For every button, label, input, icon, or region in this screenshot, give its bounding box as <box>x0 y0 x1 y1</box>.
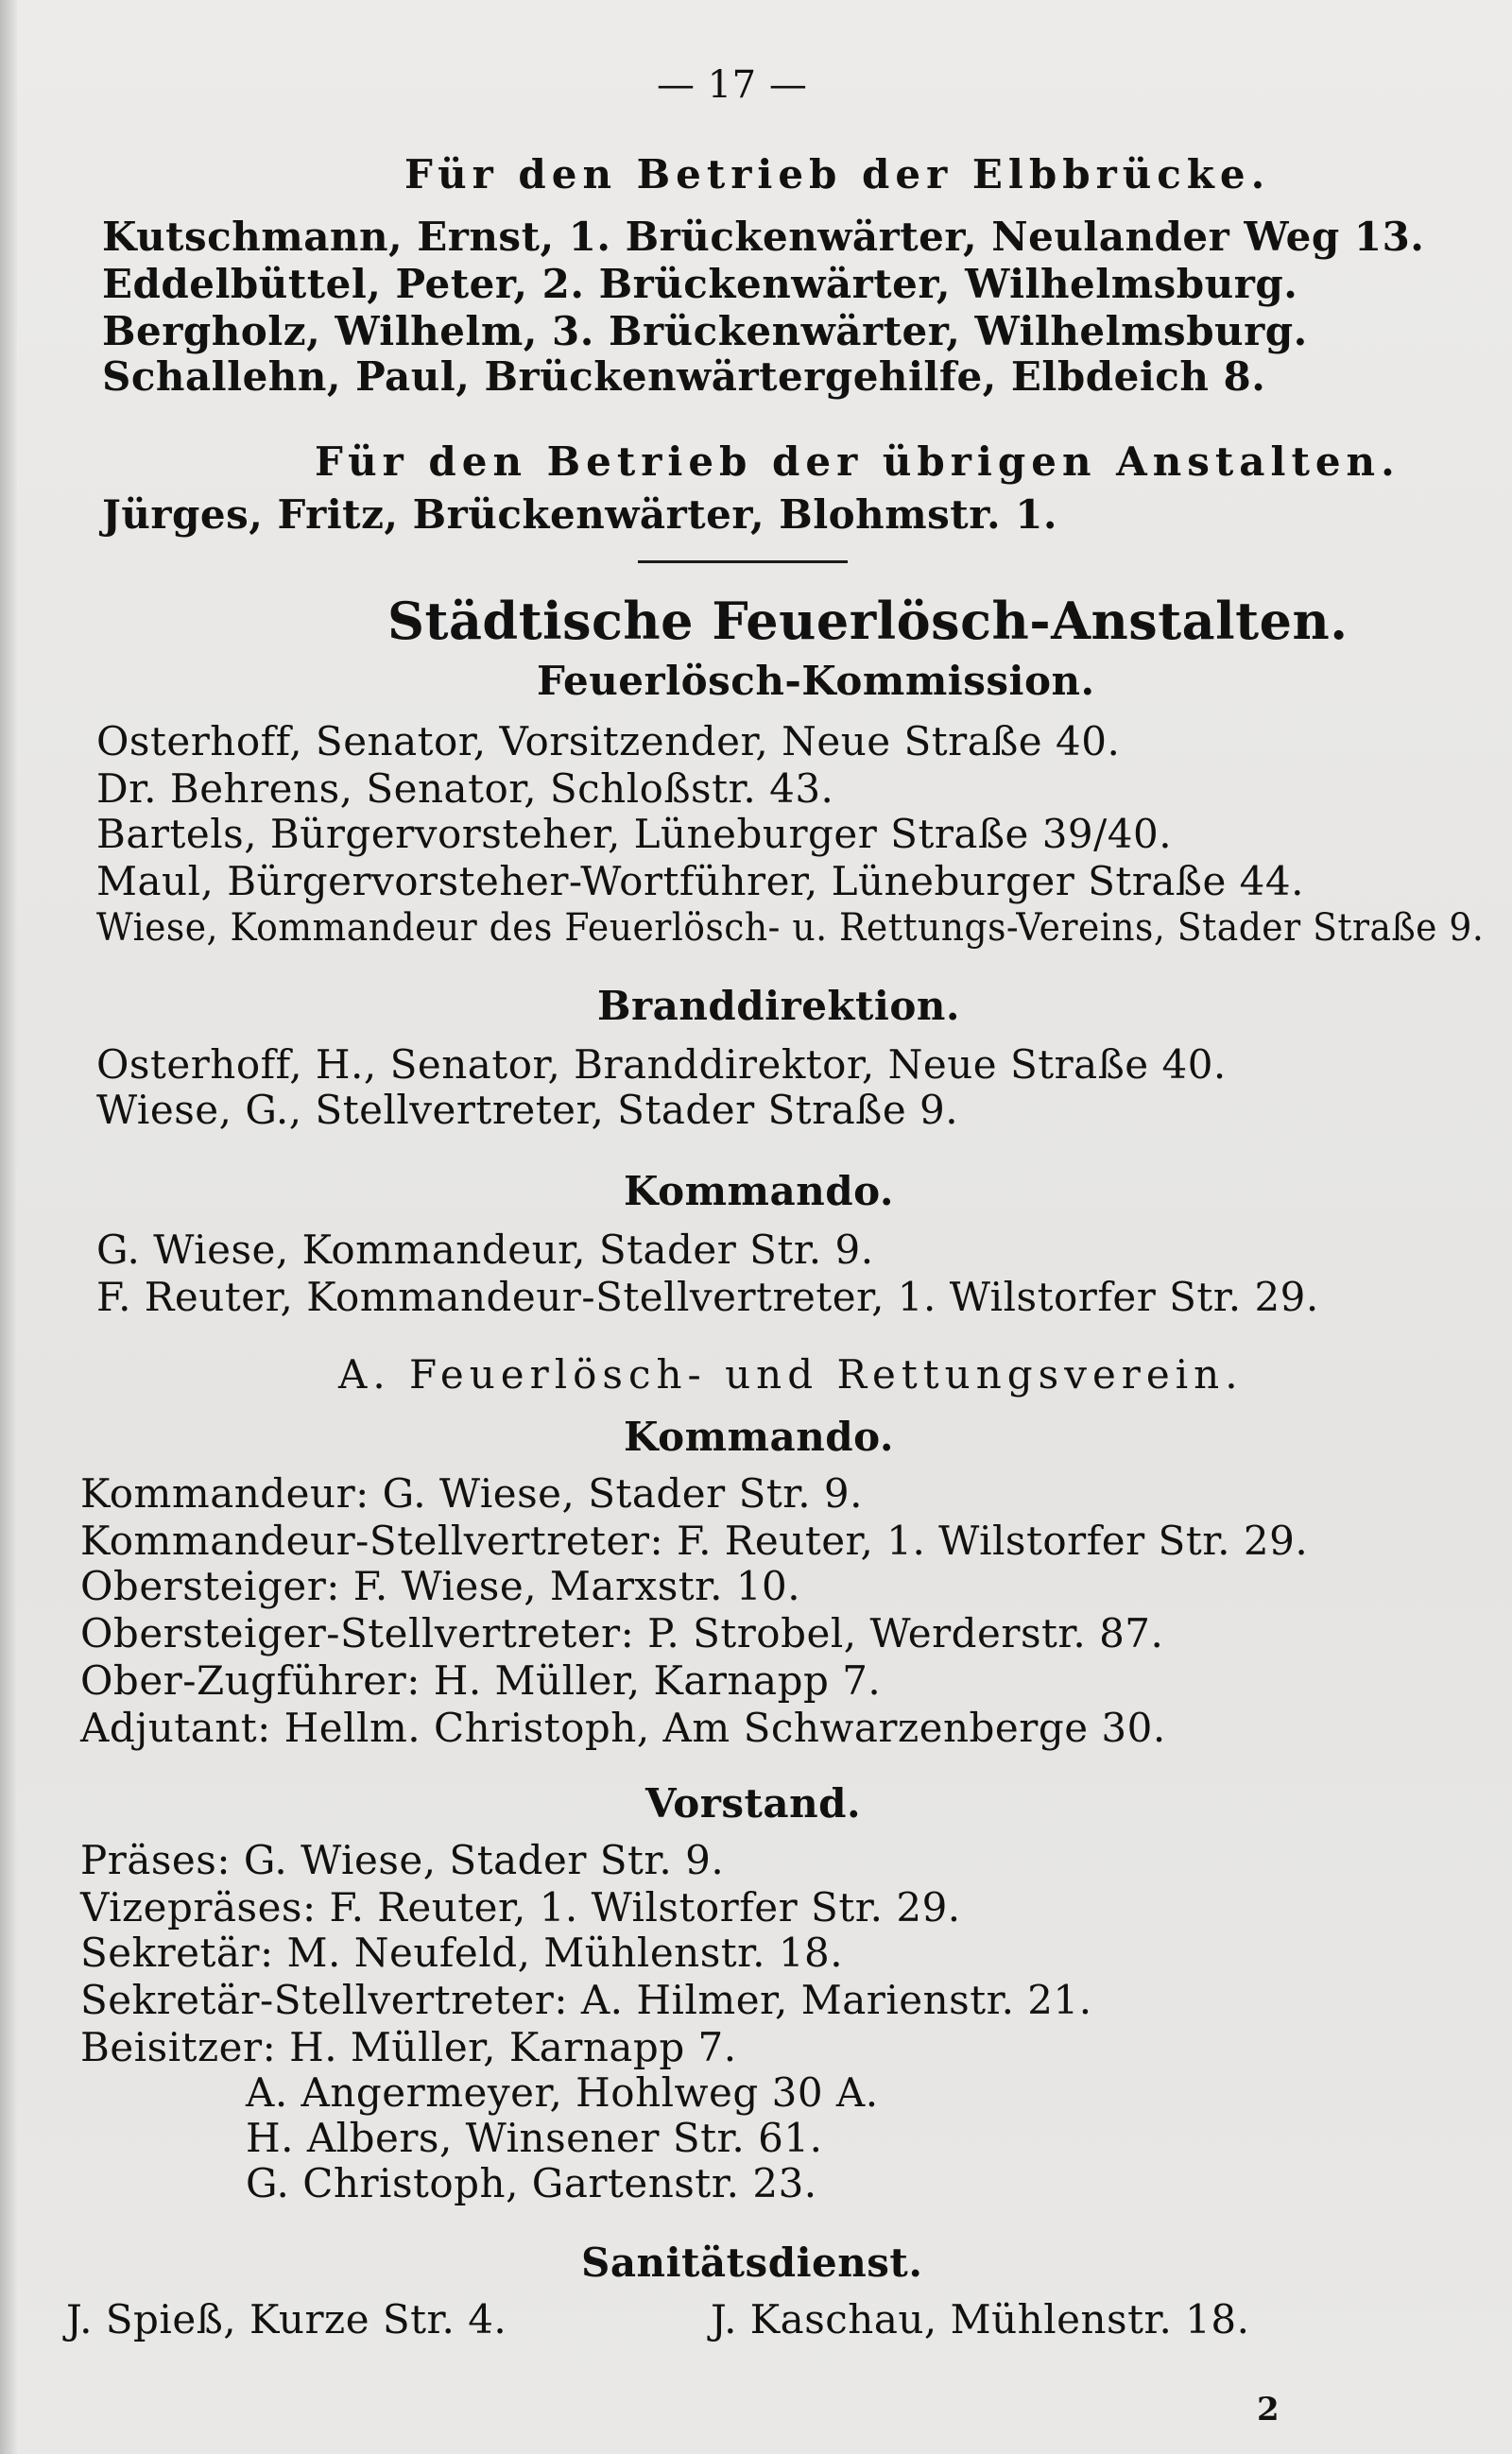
entry-line: Osterhoff, Senator, Vorsitzender, Neue Straße 40. <box>96 718 1121 764</box>
entry-line: F. Reuter, Kommandeur-Stellvertreter, 1. Wilstorfer Str. 29. <box>96 1274 1319 1320</box>
entry-line: Ober-Zugführer: H. Müller, Karnapp 7. <box>80 1657 882 1704</box>
subheading-branddirektion: Branddirektion. <box>597 983 961 1029</box>
entry-line-right: J. Kaschau, Mühlenstr. 18. <box>711 2296 1250 2342</box>
entry-line: Bergholz, Wilhelm, 3. Brückenwärter, Wilhelmsburg. <box>102 308 1308 354</box>
divider-rule <box>638 560 848 563</box>
entry-line: G. Christoph, Gartenstr. 23. <box>246 2160 817 2206</box>
entry-line: Präses: G. Wiese, Stader Str. 9. <box>80 1837 725 1883</box>
entry-line: Obersteiger: F. Wiese, Marxstr. 10. <box>80 1563 801 1609</box>
entry-line: Vizepräses: F. Reuter, 1. Wilstorfer Str. 29. <box>80 1884 961 1931</box>
entry-line: Dr. Behrens, Senator, Schloßstr. 43. <box>96 765 834 812</box>
signature-mark: 2 <box>1257 2391 1280 2428</box>
entry-line: Jürges, Fritz, Brückenwärter, Blohmstr. 1. <box>102 491 1058 538</box>
subheading-kommission: Feuerlösch-Kommission. <box>537 658 1095 704</box>
subheading-sanitaet: Sanitätsdienst. <box>581 2239 923 2286</box>
entry-line: Adjutant: Hellm. Christoph, Am Schwarzenberge 30. <box>80 1705 1166 1751</box>
entry-line: H. Albers, Winsener Str. 61. <box>246 2115 823 2161</box>
entry-line: Bartels, Bürgervorsteher, Lüneburger Straße 39/40. <box>96 811 1173 857</box>
section-heading-elbbruecke: Für den Betrieb der Elbbrücke. <box>404 151 1271 197</box>
entry-line: Kutschmann, Ernst, 1. Brückenwärter, Neulander Weg 13. <box>102 214 1425 260</box>
section-heading-uebrige: Für den Betrieb der übrigen Anstalten. <box>315 438 1400 485</box>
entry-line: Kommandeur: G. Wiese, Stader Str. 9. <box>80 1470 863 1517</box>
page-edge <box>0 0 17 2454</box>
entry-line: Obersteiger-Stellvertreter: P. Strobel, Werderstr. 87. <box>80 1610 1164 1656</box>
subheading-kommando: Kommando. <box>624 1168 894 1214</box>
entry-line: G. Wiese, Kommandeur, Stader Str. 9. <box>96 1227 874 1273</box>
page-number: — 17 — <box>657 63 808 107</box>
entry-line: Wiese, G., Stellvertreter, Stader Straße 9. <box>96 1087 959 1133</box>
entry-line: Maul, Bürgervorsteher-Wortführer, Lüneburger Straße 44. <box>96 858 1304 904</box>
entry-line: Sekretär: M. Neufeld, Mühlenstr. 18. <box>80 1930 844 1976</box>
section-heading-verein: A. Feuerlösch- und Rettungsverein. <box>338 1351 1244 1398</box>
subheading-vorstand: Vorstand. <box>645 1780 862 1827</box>
entry-line: Beisitzer: H. Müller, Karnapp 7. <box>80 2024 737 2070</box>
entry-line-left: J. Spieß, Kurze Str. 4. <box>66 2296 507 2342</box>
entry-line: A. Angermeyer, Hohlweg 30 A. <box>246 2069 879 2116</box>
entry-line: Eddelbüttel, Peter, 2. Brückenwärter, Wilhelmsburg. <box>102 261 1298 307</box>
entry-line: Wiese, Kommandeur des Feuerlösch- u. Rettungs-Vereins, Stader Straße 9. <box>96 906 1485 950</box>
subheading-kommando: Kommando. <box>624 1414 894 1460</box>
entry-line: Schallehn, Paul, Brückenwärtergehilfe, Elbdeich 8. <box>102 353 1266 400</box>
entry-line: Sekretär-Stellvertreter: A. Hilmer, Marienstr. 21. <box>80 1977 1092 2023</box>
entry-line: Kommandeur-Stellvertreter: F. Reuter, 1. Wilstorfer Str. 29. <box>80 1518 1309 1564</box>
main-heading: Städtische Feuerlösch-Anstalten. <box>387 591 1349 651</box>
entry-line: Osterhoff, H., Senator, Branddirektor, Neue Straße 40. <box>96 1041 1227 1088</box>
